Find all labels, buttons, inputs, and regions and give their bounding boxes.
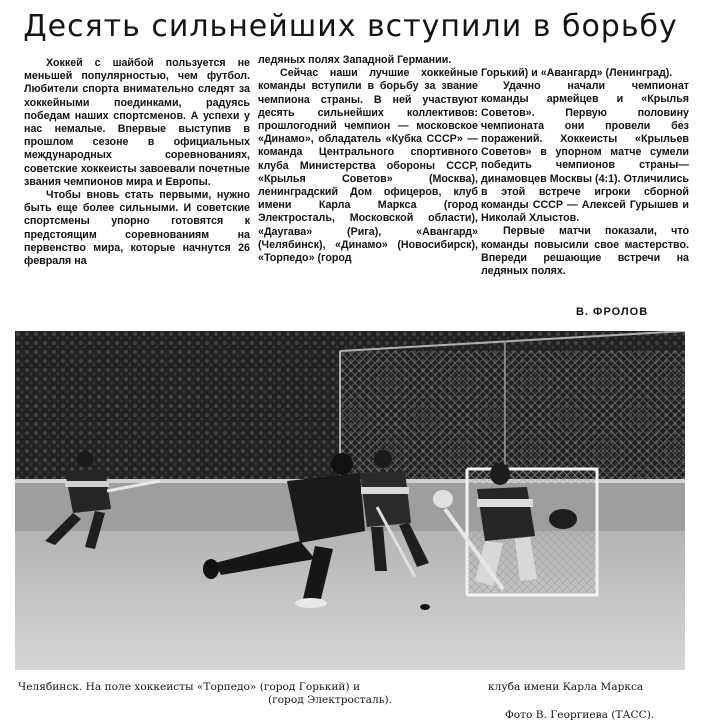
author-signature: В. ФРОЛОВ bbox=[576, 306, 649, 318]
hockey-game-picture bbox=[15, 331, 685, 670]
article-column-3 bbox=[481, 67, 689, 278]
caption-line: Челябинск. На поле хоккеисты «Торпедо» (город Горький) и bbox=[18, 681, 361, 693]
paragraph: Хоккей с шайбой пользуется не меньшей популярностью, чем футбол. Любители спорта внимательно следят за хоккейными поединками, радуясь победам наших спортсменов. А успехи у нас немалые. Впервые выступив в прошлом сезоне в официальных международных соревнованиях, советские хоккеисты завоевали почетные звания чемпионов мира и Европы. bbox=[24, 57, 250, 188]
caption-line: (город Электросталь). bbox=[268, 694, 392, 706]
hockey-photo bbox=[15, 331, 685, 670]
article-column-2 bbox=[258, 54, 478, 265]
paragraph: Первые матчи показали, что команды повысили свое мастерство. Впереди решающие встречи на ледяных полях. bbox=[481, 225, 689, 278]
paragraph: Горький) и «Авангард» (Ленинград). bbox=[481, 67, 673, 79]
headline: Десять сильнейших вступили в борьбу bbox=[23, 9, 678, 44]
paragraph: Сейчас наши лучшие хоккейные команды вступили в борьбу за звание чемпиона страны. В ней участвуют десять сильнейших коллективов: прошлогодний чемпион — московское «Динамо», обладатель «Кубка СССР» — команда Центрального спортивного клуба Министерства обороны СССР, «Крылья Советов» (Москва), ленинградский Дом офицеров, клуб имени Карла Маркса (город Электросталь, Московской области), «Даугава» (Рига), «Авангард» (Челябинск), «Динамо» (Новосибирск), «Торпедо» (город bbox=[258, 67, 478, 265]
paragraph: ледяных полях Западной Германии. bbox=[258, 54, 452, 66]
paragraph: Удачно начали чемпионат команды армейцев и «Крылья Советов». Первую половину чемпионата они провели без поражений. Хоккеисты «Крыльев Советов» в упорном матче сумели победить чемпионов страны—динамовцев Москвы (4:1). Отличились в этой встрече игроки сборной команды СССР — Алексей Гурышев и Николай Хлыстов. bbox=[481, 80, 689, 225]
photo-credit: Фото В. Георгиева (ТАСС). bbox=[505, 709, 655, 721]
puck bbox=[420, 604, 430, 610]
article-column-1 bbox=[24, 57, 250, 268]
caption-line: клуба имени Карла Маркса bbox=[488, 681, 644, 693]
paragraph: Чтобы вновь стать первыми, нужно быть еще более сильными. И советские спортсмены упорно готовятся к предстоящим соревнованиям на первенство мира, которые начнутся 26 февраля на bbox=[24, 189, 250, 268]
